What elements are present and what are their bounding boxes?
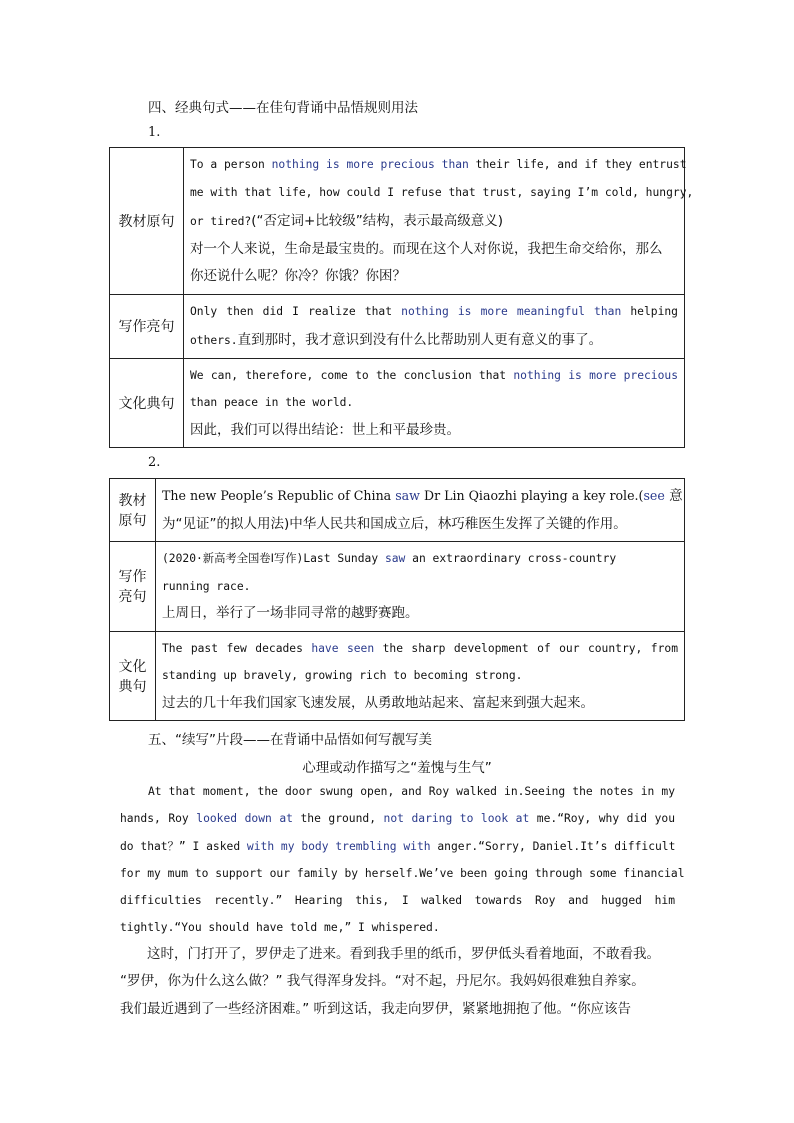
cn-line: 为“见证”的拟人用法)中华人民共和国成立后，林巧稚医生发挥了关键的作用。 xyxy=(162,515,627,532)
row-content xyxy=(156,479,685,542)
en-line: me with that life, how could I refuse that trust, saying I’m cold, hungry, xyxy=(190,185,694,199)
passage-line: At that moment, the door swung open, and Roy walked in.Seeing the notes in my xyxy=(148,785,675,798)
chinese-passage xyxy=(120,941,675,1023)
en-line: (2020·新高考全国卷Ⅰ写作)Last Sunday saw an extraordinary cross-country xyxy=(162,552,617,565)
passage-line: “罗伊，你为什么这么做？” 我气得浑身发抖。“对不起，丹尼尔。我妈妈很难独自养家。 xyxy=(120,973,645,990)
en-line: To a person nothing is more precious than their life, and if they entrust xyxy=(190,158,687,171)
en-line: The new People’s Republic of China saw Dr Lin Qiaozhi playing a key role.(see 意 xyxy=(162,488,683,504)
cn-line: 因此，我们可以得出结论：世上和平最珍贵。 xyxy=(190,421,460,438)
row-label: 文化典句 xyxy=(110,358,184,448)
table-row xyxy=(110,148,685,295)
en-line: others.直到那时，我才意识到没有什么比帮助别人更有意义的事了。 xyxy=(190,332,603,348)
en-line: Only then did I realize that nothing is more meaningful than helping xyxy=(190,304,678,318)
row-label: 写作 亮句 xyxy=(110,542,156,632)
table-row xyxy=(110,358,685,448)
passage-line: tightly.“You should have told me,” I whispered. xyxy=(120,921,440,935)
row-label: 教材原句 xyxy=(110,148,184,295)
english-passage xyxy=(120,778,685,942)
passage-line: 这时，门打开了，罗伊走了进来。看到我手里的纸币，罗伊低头看着地面，不敢看我。 xyxy=(147,946,660,962)
cn-line: 上周日，举行了一场非同寻常的越野赛跑。 xyxy=(162,605,419,621)
row-content xyxy=(184,294,685,358)
row-label: 写作亮句 xyxy=(110,294,184,358)
section-four-heading: 四、经典句式——在佳句背诵中品悟规则用法 xyxy=(148,100,418,116)
item-number-2: 2. xyxy=(148,455,161,470)
en-line: The past few decades have seen the sharp development of our country, from xyxy=(162,641,678,655)
section-five-heading: 五、“续写”片段——在背诵中品悟如何写靓写美 xyxy=(148,732,432,748)
passage-subtitle: 心理或动作描写之“羞愧与生气” xyxy=(302,760,492,776)
table-row xyxy=(110,479,685,542)
cn-line: 你还说什么呢？你冷？你饿？你困？ xyxy=(190,268,406,284)
passage-line: for my mum to support our family by herself.We’ve been going through some financial xyxy=(120,866,685,880)
passage-line: do that？” I asked with my body trembling with anger.“Sorry, Daniel.It’s difficult xyxy=(120,839,676,853)
passage-line: hands, Roy looked down at the ground, not daring to look at me.“Roy, why did you xyxy=(120,812,675,826)
row-label: 教材 原句 xyxy=(110,479,156,542)
en-line: We can, therefore, come to the conclusion that nothing is more precious xyxy=(190,368,678,382)
table-row xyxy=(110,631,685,721)
sentence-table-2 xyxy=(109,478,685,721)
row-content xyxy=(156,631,685,721)
row-label: 文化 典句 xyxy=(110,631,156,721)
cn-line: 对一个人来说，生命是最宝贵的。而现在这个人对你说，我把生命交给你，那么 xyxy=(190,240,663,257)
passage-line: 我们最近遇到了一些经济困难。” 听到这话，我走向罗伊，紧紧地拥抱了他。“你应该告 xyxy=(120,1000,632,1017)
table-row xyxy=(110,542,685,632)
cn-line: 过去的几十年我们国家飞速发展，从勇敢地站起来、富起来到强大起来。 xyxy=(162,694,594,711)
row-content xyxy=(184,358,685,448)
item-number-1: 1. xyxy=(148,125,161,140)
en-line: standing up bravely, growing rich to becoming strong. xyxy=(162,669,523,682)
table-row xyxy=(110,294,685,358)
en-line: running race. xyxy=(162,579,251,593)
row-content xyxy=(184,148,694,295)
en-line: than peace in the world. xyxy=(190,396,354,409)
sentence-table-1 xyxy=(109,147,694,448)
en-line: or tired?(“否定词+比较级”结构，表示最高级意义) xyxy=(190,213,504,229)
row-content xyxy=(156,542,685,632)
passage-line: difficulties recently.” Hearing this, I walked towards Roy and hugged him xyxy=(120,894,675,908)
